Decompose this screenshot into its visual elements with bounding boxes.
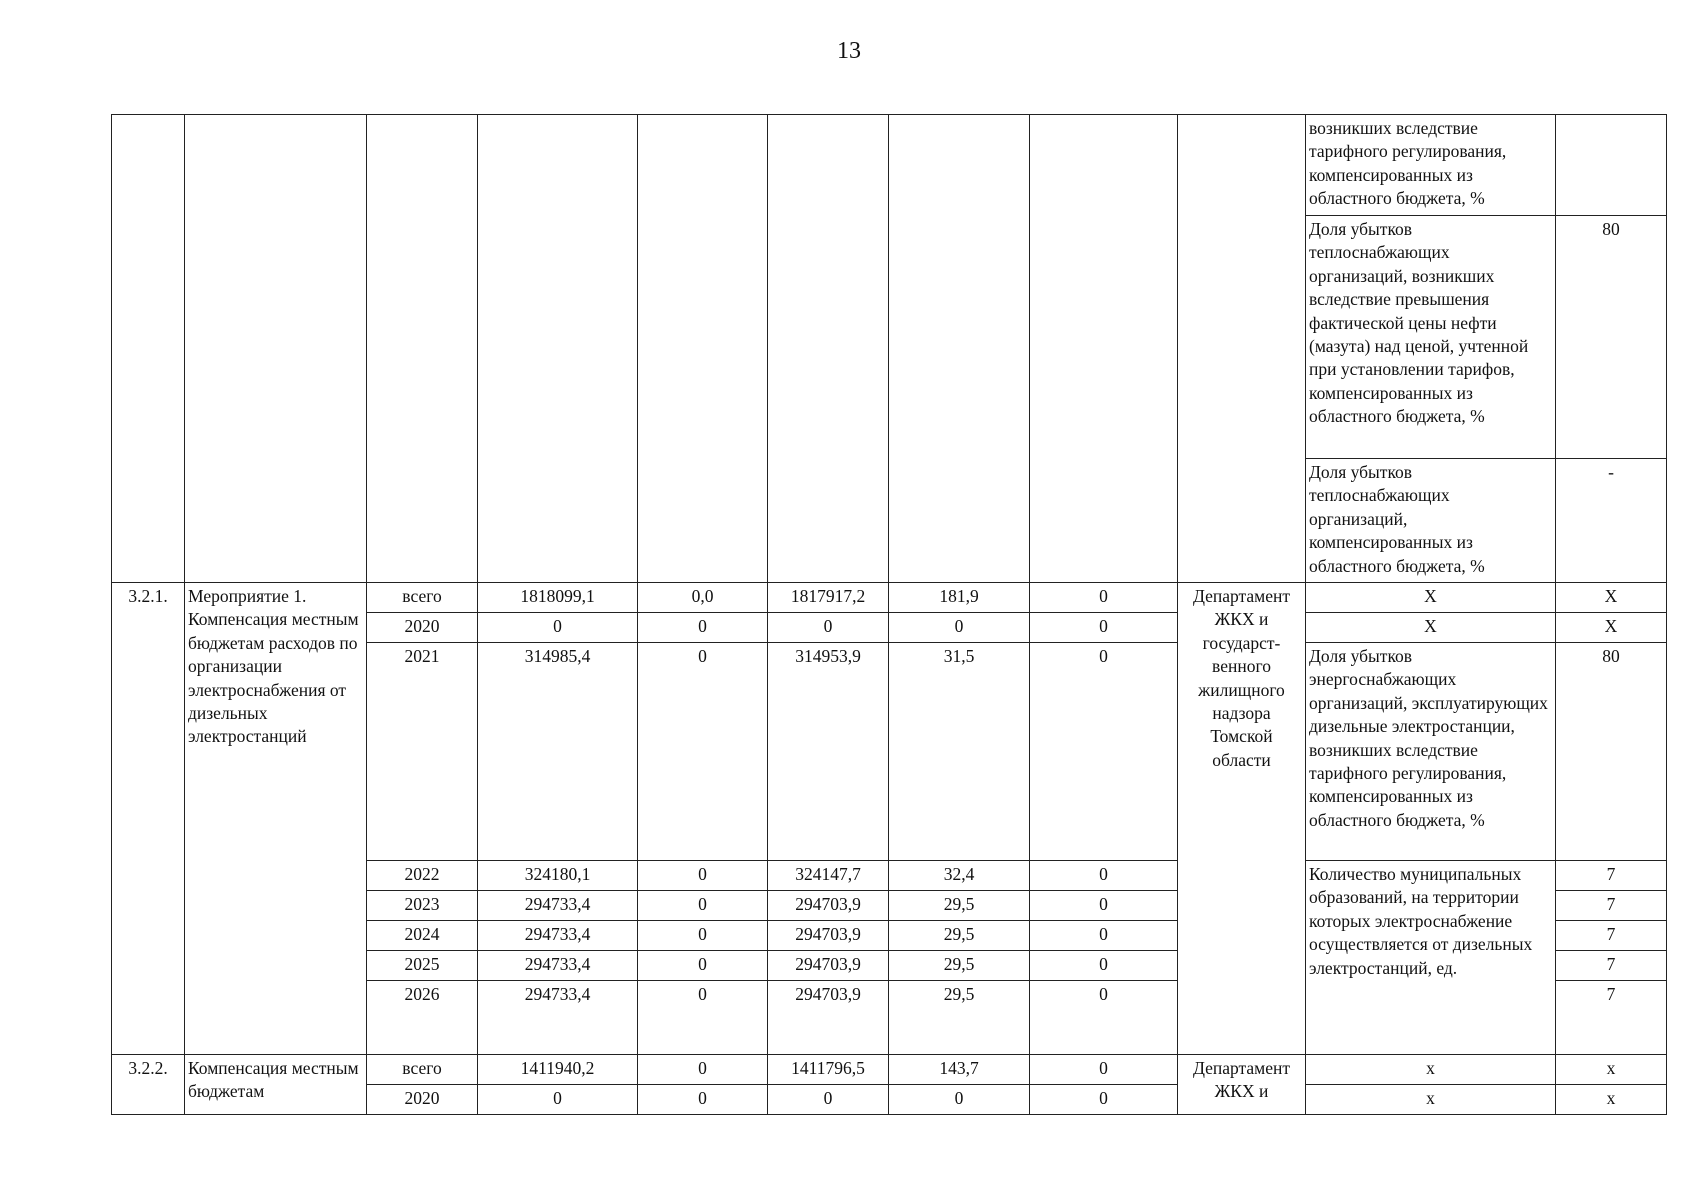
- total-cell: 1818099,1: [478, 583, 638, 613]
- local-cell: 0: [889, 613, 1030, 643]
- measure-name: Компенсация местным бюджетам: [185, 1055, 367, 1115]
- cell-year: [367, 115, 478, 583]
- federal-cell: 0: [638, 891, 768, 921]
- regional-cell: 0: [768, 613, 889, 643]
- federal-cell: 0: [638, 613, 768, 643]
- total-cell: 294733,4: [478, 951, 638, 981]
- other-cell: 0: [1030, 643, 1178, 861]
- measure-number: 3.2.1.: [112, 583, 185, 1055]
- year-cell: 2021: [367, 643, 478, 861]
- local-cell: 32,4: [889, 861, 1030, 891]
- year-cell: 2022: [367, 861, 478, 891]
- page-number: 13: [837, 38, 861, 64]
- indicator-name: Х: [1306, 613, 1556, 643]
- cell-other: [1030, 115, 1178, 583]
- federal-cell: 0: [638, 1085, 768, 1115]
- other-cell: 0: [1030, 1055, 1178, 1085]
- indicator-name: х: [1306, 1055, 1556, 1085]
- year-cell: 2020: [367, 1085, 478, 1115]
- indicator-name: возникших вследствие тарифного регулирования, компенсированных из областного бюджета, %: [1306, 115, 1556, 216]
- indicator-value: Х: [1556, 613, 1667, 643]
- table-row: [112, 1055, 1667, 1085]
- executor-cell: Департамент ЖКХ и государст-венного жилищного надзора Томской области: [1178, 583, 1306, 1055]
- local-cell: 0: [889, 1085, 1030, 1115]
- other-cell: 0: [1030, 921, 1178, 951]
- executor-cell: Департамент ЖКХ и: [1178, 1055, 1306, 1115]
- federal-cell: 0: [638, 643, 768, 861]
- year-cell: 2026: [367, 981, 478, 1055]
- indicator-name: Доля убытков теплоснабжающих организаций, компенсированных из областного бюджета, %: [1306, 459, 1556, 583]
- year-cell: 2020: [367, 613, 478, 643]
- total-cell: 0: [478, 613, 638, 643]
- measure-name: Мероприятие 1. Компенсация местным бюджетам расходов по организации электроснабжения от дизельных электростанций: [185, 583, 367, 1055]
- local-cell: 29,5: [889, 921, 1030, 951]
- indicator-value: Х: [1556, 583, 1667, 613]
- total-cell: 294733,4: [478, 891, 638, 921]
- indicator-value: 7: [1556, 981, 1667, 1055]
- program-table: [111, 114, 1667, 1115]
- cell-regional: [768, 115, 889, 583]
- indicator-value: 80: [1556, 643, 1667, 861]
- cell-executor: [1178, 115, 1306, 583]
- total-cell: 314985,4: [478, 643, 638, 861]
- total-cell: 1411940,2: [478, 1055, 638, 1085]
- indicator-value: 7: [1556, 951, 1667, 981]
- federal-cell: 0: [638, 861, 768, 891]
- other-cell: 0: [1030, 583, 1178, 613]
- indicator-value: 80: [1556, 216, 1667, 459]
- other-cell: 0: [1030, 1085, 1178, 1115]
- measure-number: 3.2.2.: [112, 1055, 185, 1115]
- federal-cell: 0: [638, 921, 768, 951]
- local-cell: 29,5: [889, 891, 1030, 921]
- total-cell: 294733,4: [478, 921, 638, 951]
- indicator-value: х: [1556, 1055, 1667, 1085]
- table-row: [112, 115, 1667, 216]
- other-cell: 0: [1030, 891, 1178, 921]
- indicator-value: 7: [1556, 891, 1667, 921]
- total-cell: 324180,1: [478, 861, 638, 891]
- year-cell: 2025: [367, 951, 478, 981]
- table-row: [112, 583, 1667, 613]
- indicator-value: [1556, 115, 1667, 216]
- indicator-name: Доля убытков теплоснабжающих организаций, возникших вследствие превышения фактической цены нефти (мазута) над ценой, учтенной при установлении тарифов, компенсированных из областного бюджета, %: [1306, 216, 1556, 459]
- year-cell: 2024: [367, 921, 478, 951]
- cell-federal: [638, 115, 768, 583]
- regional-cell: 294703,9: [768, 891, 889, 921]
- local-cell: 31,5: [889, 643, 1030, 861]
- cell-num: [112, 115, 185, 583]
- federal-cell: 0,0: [638, 583, 768, 613]
- other-cell: 0: [1030, 981, 1178, 1055]
- total-cell: 294733,4: [478, 981, 638, 1055]
- local-cell: 29,5: [889, 981, 1030, 1055]
- indicator-value: -: [1556, 459, 1667, 583]
- regional-cell: 314953,9: [768, 643, 889, 861]
- local-cell: 29,5: [889, 951, 1030, 981]
- regional-cell: 294703,9: [768, 921, 889, 951]
- year-cell: всего: [367, 583, 478, 613]
- other-cell: 0: [1030, 951, 1178, 981]
- indicator-name: Х: [1306, 583, 1556, 613]
- regional-cell: 1817917,2: [768, 583, 889, 613]
- regional-cell: 324147,7: [768, 861, 889, 891]
- year-cell: всего: [367, 1055, 478, 1085]
- other-cell: 0: [1030, 861, 1178, 891]
- indicator-value: х: [1556, 1085, 1667, 1115]
- federal-cell: 0: [638, 1055, 768, 1085]
- federal-cell: 0: [638, 951, 768, 981]
- total-cell: 0: [478, 1085, 638, 1115]
- indicator-name: х: [1306, 1085, 1556, 1115]
- indicator-name: Доля убытков энергоснабжающих организаций, эксплуатирующих дизельные электростанции, возникших вследствие тарифного регулирования, компенсированных из областного бюджета, %: [1306, 643, 1556, 861]
- cell-name: [185, 115, 367, 583]
- indicator-value: 7: [1556, 861, 1667, 891]
- regional-cell: 294703,9: [768, 951, 889, 981]
- regional-cell: 0: [768, 1085, 889, 1115]
- local-cell: 181,9: [889, 583, 1030, 613]
- federal-cell: 0: [638, 981, 768, 1055]
- indicator-value: 7: [1556, 921, 1667, 951]
- indicator-name: Количество муниципальных образований, на территории которых электроснабжение осуществляется от дизельных электростанций, ед.: [1306, 861, 1556, 1055]
- regional-cell: 1411796,5: [768, 1055, 889, 1085]
- cell-total: [478, 115, 638, 583]
- cell-local: [889, 115, 1030, 583]
- other-cell: 0: [1030, 613, 1178, 643]
- local-cell: 143,7: [889, 1055, 1030, 1085]
- year-cell: 2023: [367, 891, 478, 921]
- regional-cell: 294703,9: [768, 981, 889, 1055]
